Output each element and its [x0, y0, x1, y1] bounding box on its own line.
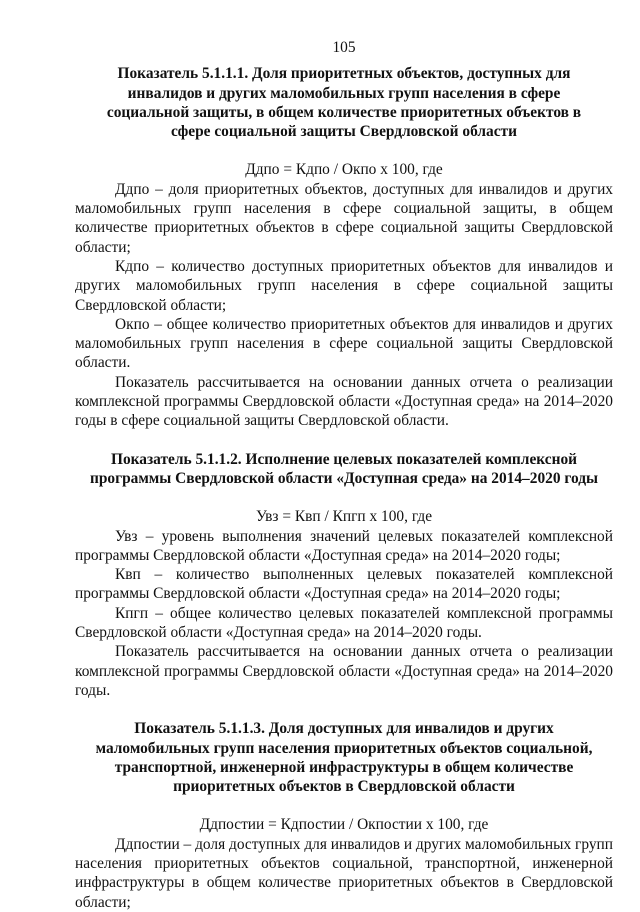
definition-okpo: Окпо – общее количество приоритетных объектов для инвалидов и других маломобильных групп населения в сфере социальной защиты Свердловской области.	[75, 315, 613, 372]
definition-ddpo: Ддпо – доля приоритетных объектов, доступных для инвалидов и других маломобильных групп населения в сфере социальной защиты, в общем количестве приоритетных объектов в сфере социальной защиты Свердловской области;	[75, 180, 613, 256]
definition-kdpo: Кдпо – количество доступных приоритетных объектов для инвалидов и других маломобильных групп населения в сфере социальной защиты Свердловской области;	[75, 257, 613, 314]
definition-kvp: Квп – количество выполненных целевых показателей комплексной программы Свердловской области «Доступная среда» на 2014–2020 годы;	[75, 566, 613, 603]
section-heading-5-1-1-3: Показатель 5.1.1.3. Доля доступных для инвалидов и других маломобильных групп населения приоритетных объектов социальной, транспортной, инженерной инфраструктуры в общем количестве приоритетных объектов в Свердловской области	[95, 720, 593, 796]
formula-ddpostii: Ддпостии = Кдпостии / Окпостии х 100, где	[199, 816, 489, 834]
definition-kpgp: Кпгп – общее количество целевых показателей комплексной программы Свердловской области «Доступная среда» на 2014–2020 годы.	[75, 604, 613, 642]
calculation-note-2: Показатель рассчитывается на основании данных отчета о реализации комплексной программы Свердловской области «Доступная среда» на 2014–2020 годы.	[75, 643, 613, 699]
definition-ddpostii: Ддпостии – доля доступных для инвалидов и других маломобильных групп населения приоритетных объектов социальной, транспортной, инженерной инфраструктуры в общем количестве приоритетных объектов в Свердловской области;	[75, 835, 613, 911]
page-number: 105	[332, 39, 356, 56]
formula-uvz: Увз = Квп / Кпгп х 100, где	[255, 508, 433, 526]
section-heading-5-1-1-2: Показатель 5.1.1.2. Исполнение целевых показателей комплексной программы Свердловской области «Доступная среда» на 2014–2020 годы	[89, 450, 599, 487]
definition-uvz: Увз – уровень выполнения значений целевых показателей комплексной программы Свердловской области «Доступная среда» на 2014–2020 годы;	[75, 527, 613, 564]
calculation-note-1: Показатель рассчитывается на основании данных отчета о реализации комплексной программы Свердловской области «Доступная среда» на 2014–2020 годы в сфере социальной защиты Свердловской области.	[75, 373, 613, 430]
section-heading-5-1-1-1: Показатель 5.1.1.1. Доля приоритетных объектов, доступных для инвалидов и других маломобильных групп населения в сфере социальной защиты, в общем количестве приоритетных объектов в сфере социальной защиты Свердловской области	[106, 65, 582, 141]
formula-ddpo: Ддпо = Кдпо / Окпо х 100, где	[245, 161, 443, 179]
